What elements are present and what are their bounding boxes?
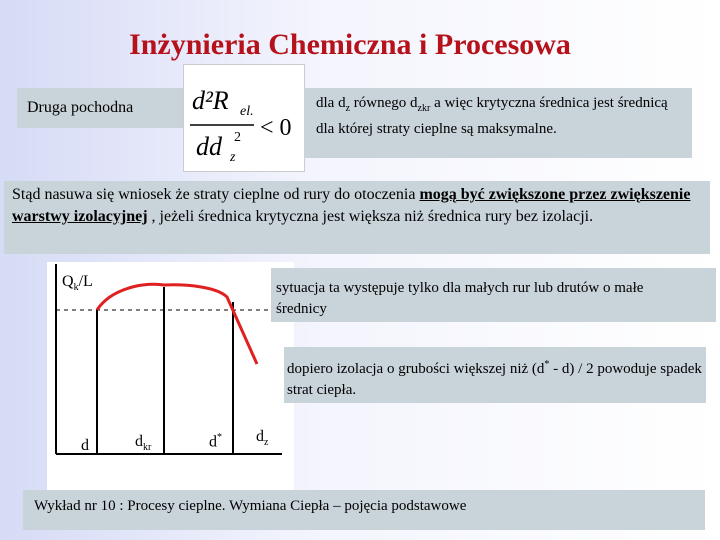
- axis-label-sub: z: [264, 437, 269, 449]
- tick-text: d: [209, 433, 217, 451]
- formula-numerator-sub: el.: [240, 104, 254, 119]
- tick-text: d: [135, 433, 143, 450]
- formula-numerator: d²R: [192, 86, 229, 115]
- formula-box: [183, 64, 305, 172]
- y-axis-label: [62, 273, 93, 293]
- axis-label-sub: k: [73, 282, 79, 294]
- situation-note: sytuacja ta występuje tylko dla małych rur lub drutów o małe średnicy: [276, 280, 644, 317]
- insulation-sup: *: [544, 359, 550, 370]
- second-derivative-label: Druga pochodna: [27, 99, 134, 116]
- formula-relation: < 0: [260, 115, 292, 141]
- tick-sub: kr: [143, 442, 152, 454]
- critical-diameter-note: [316, 93, 686, 139]
- tick-dkr: [135, 433, 151, 453]
- insulation-text: dopiero izolacja o grubości większej niż (d: [287, 361, 545, 377]
- footer-lecture-info: Wykład nr 10 : Procesy cieplne. Wymiana Ciepła – pojęcia podstawowe: [34, 498, 467, 514]
- note-text: dla d: [316, 95, 346, 111]
- diagram-canvas: [47, 262, 294, 502]
- note-text: równego d: [350, 95, 418, 111]
- note-sub: z: [345, 103, 351, 114]
- formula-denominator-sup: 2: [234, 130, 241, 145]
- conclusion-paragraph: [12, 184, 702, 228]
- tick-sup: *: [217, 432, 222, 443]
- formula-denominator: dd: [196, 132, 222, 161]
- formula-denominator-sub: z: [230, 150, 236, 165]
- tick-dstar: [209, 432, 222, 451]
- conclusion-text: , jeżeli średnica krytyczna jest większa niż średnica rury bez izolacji.: [147, 208, 594, 225]
- note-text: a więc krytyczna średnica jest średnicą dla której straty cieplne są maksymalne.: [316, 95, 668, 137]
- axis-label-text: d: [256, 428, 264, 445]
- axis-label-text: /L: [78, 273, 93, 290]
- heat-loss-diagram: [47, 262, 294, 502]
- x-axis-label: [256, 428, 268, 448]
- tick-d: d: [81, 437, 89, 454]
- conclusion-text: Stąd nasuwa się wniosek że straty cieplne od rury do otoczenia: [12, 186, 420, 203]
- second-derivative-formula: [184, 65, 304, 171]
- slide-title: Inżynieria Chemiczna i Procesowa: [129, 28, 571, 61]
- axis-label-text: Q: [62, 273, 74, 290]
- insulation-note: [287, 354, 702, 401]
- insulation-text: - d) / 2 powoduje spadek strat ciepła.: [287, 361, 702, 398]
- note-sub: zkr: [417, 103, 431, 114]
- conclusion-emphasis: mogą być zwiększone przez zwiększenie warstwy izolacyjnej: [12, 186, 691, 225]
